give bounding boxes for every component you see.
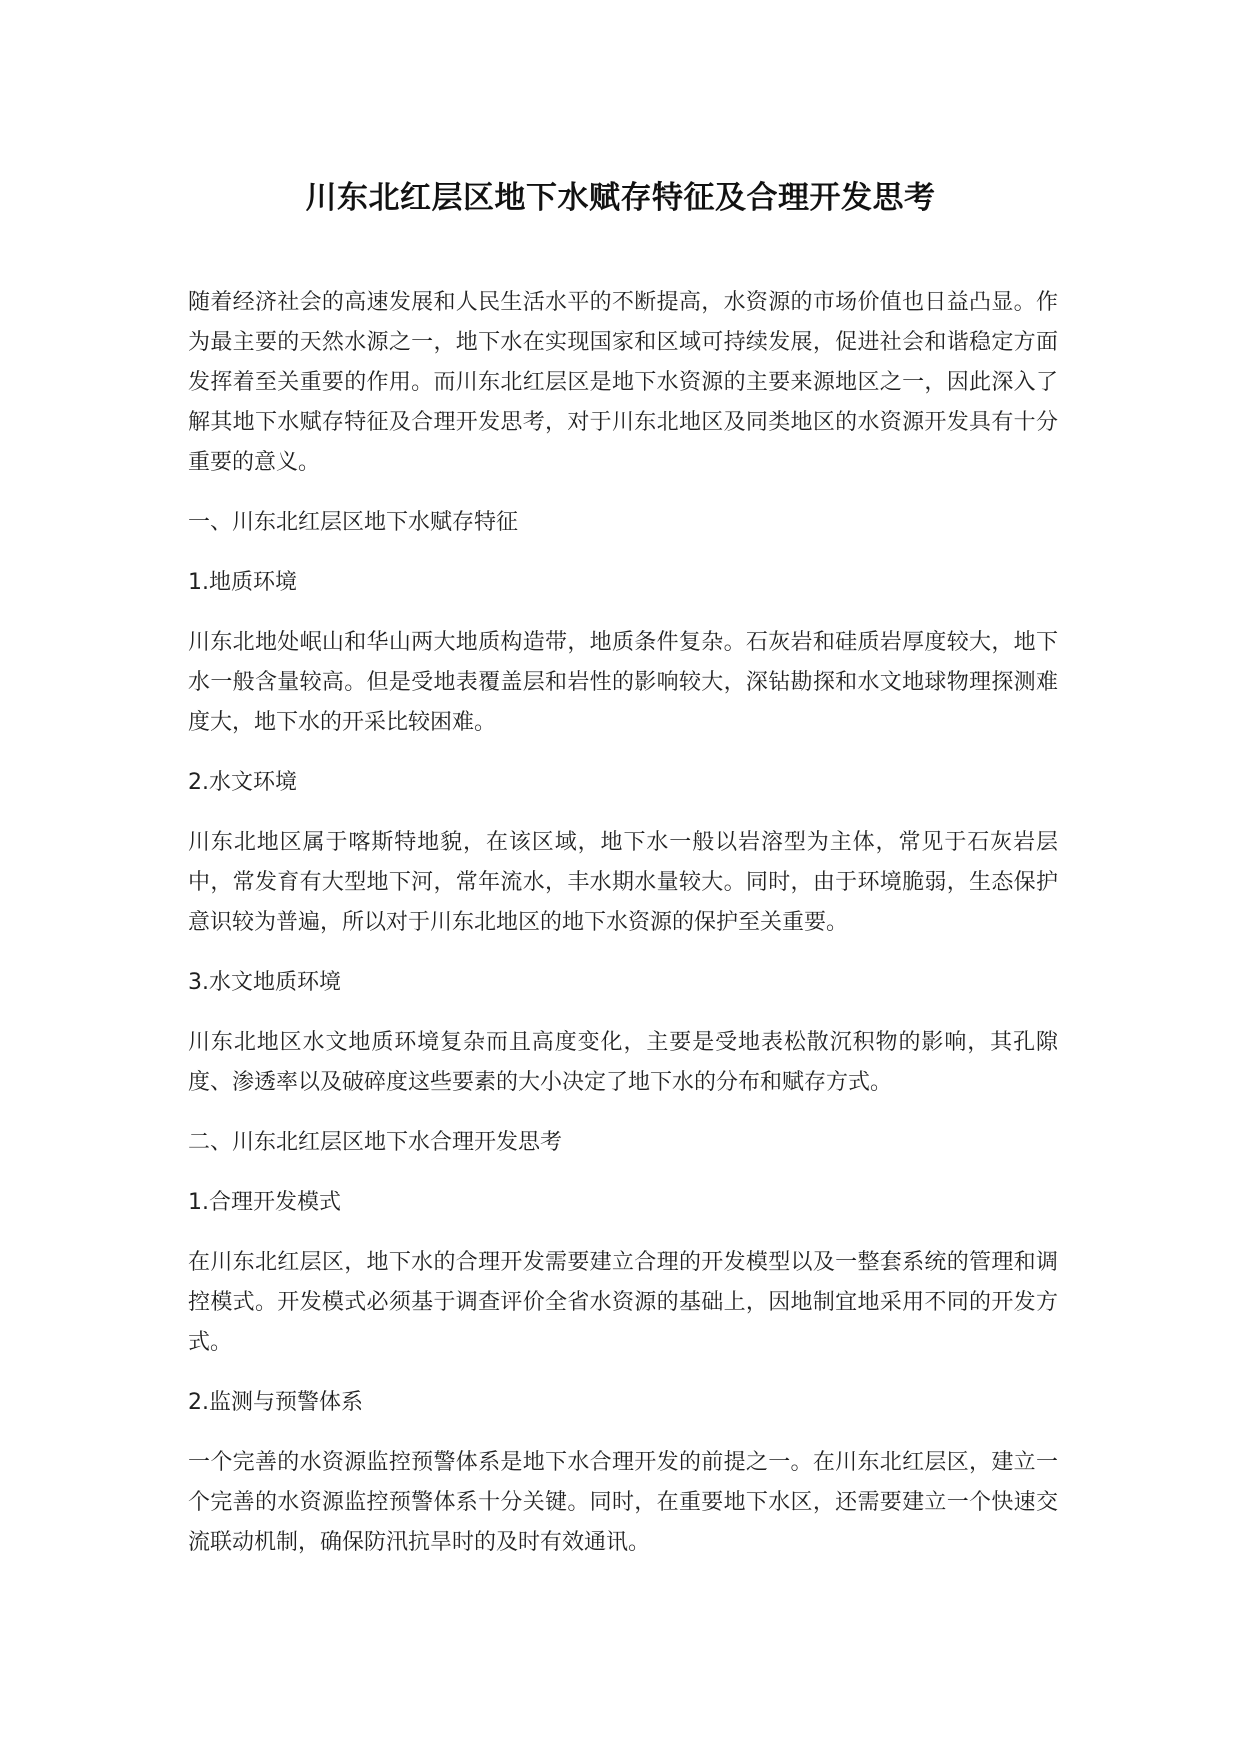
section-1-1-heading: 1.地质环境	[188, 570, 297, 595]
section-1-2-paragraph: 川东北地区属于喀斯特地貌，在该区域，地下水一般以岩溶型为主体，常见于石灰岩层中，常发育有大型地下河，常年流水，丰水期水量较大。同时，由于环境脆弱，生态保护意识较为普遍，所以对于川东北地区的地下水资源的保护至关重要。	[188, 830, 1058, 935]
page-title: 川东北红层区地下水赋存特征及合理开发思考	[305, 180, 936, 216]
section-1-1-paragraph: 川东北地处岷山和华山两大地质构造带，地质条件复杂。石灰岩和硅质岩厚度较大，地下水一般含量较高。但是受地表覆盖层和岩性的影响较大，深钻勘探和水文地球物理探测难度大，地下水的开采比较困难。	[188, 630, 1058, 735]
section-2-2-heading: 2.监测与预警体系	[188, 1390, 363, 1415]
intro-paragraph: 随着经济社会的高速发展和人民生活水平的不断提高，水资源的市场价值也日益凸显。作为最主要的天然水源之一，地下水在实现国家和区域可持续发展，促进社会和谐稳定方面发挥着至关重要的作用。而川东北红层区是地下水资源的主要来源地区之一，因此深入了解其地下水赋存特征及合理开发思考，对于川东北地区及同类地区的水资源开发具有十分重要的意义。	[188, 290, 1058, 475]
section-2-heading: 二、川东北红层区地下水合理开发思考	[188, 1130, 563, 1155]
document-body	[188, 283, 1058, 1583]
section-1-3-heading: 3.水文地质环境	[188, 970, 341, 995]
section-2-2-paragraph: 一个完善的水资源监控预警体系是地下水合理开发的前提之一。在川东北红层区，建立一个完善的水资源监控预警体系十分关键。同时，在重要地下水区，还需要建立一个快速交流联动机制，确保防汛抗旱时的及时有效通讯。	[188, 1450, 1058, 1555]
section-2-1-paragraph: 在川东北红层区，地下水的合理开发需要建立合理的开发模型以及一整套系统的管理和调控模式。开发模式必须基于调查评价全省水资源的基础上，因地制宜地采用不同的开发方式。	[188, 1250, 1058, 1355]
section-1-3-paragraph: 川东北地区水文地质环境复杂而且高度变化，主要是受地表松散沉积物的影响，其孔隙度、渗透率以及破碎度这些要素的大小决定了地下水的分布和赋存方式。	[188, 1030, 1058, 1095]
section-1-2-heading: 2.水文环境	[188, 770, 297, 795]
section-2-1-heading: 1.合理开发模式	[188, 1190, 341, 1215]
section-1-heading: 一、川东北红层区地下水赋存特征	[188, 510, 519, 535]
